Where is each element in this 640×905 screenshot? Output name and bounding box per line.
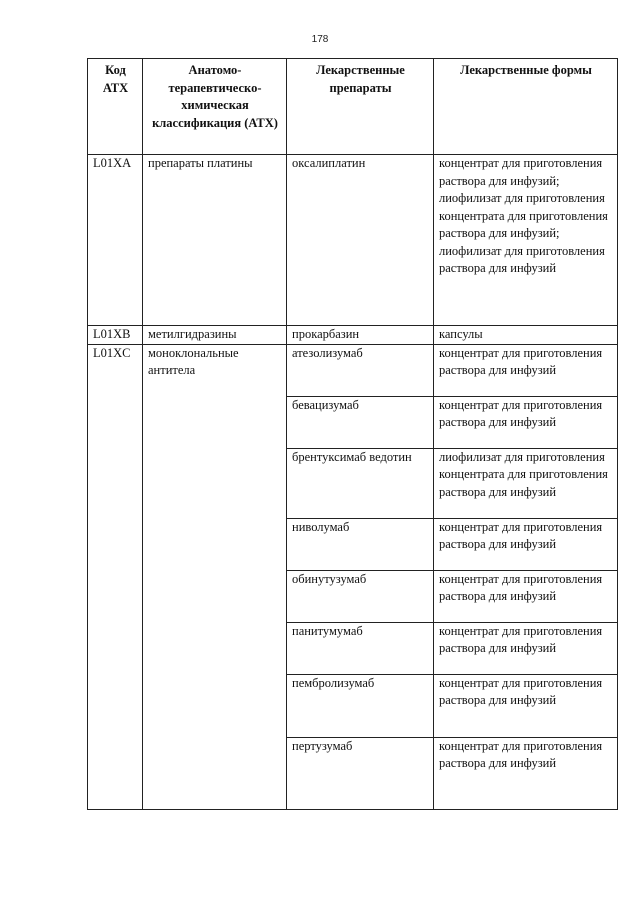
forms-cell: концентрат для приготовления раствора для инфузий xyxy=(434,518,618,570)
page-number: 178 xyxy=(311,34,329,45)
header-classification: Анатомо-терапевтическо-химическая классификация (АТХ) xyxy=(143,59,287,155)
classification-cell: препараты платины xyxy=(143,155,287,326)
atx-code-cell: L01XB xyxy=(88,326,143,345)
atx-table xyxy=(87,58,618,810)
atx-code-cell: L01XC xyxy=(88,344,143,809)
forms-cell: лиофилизат для приготовления концентрата для приготовления раствора для инфузий xyxy=(434,448,618,518)
drug-cell: брентуксимаб ведотин xyxy=(287,448,434,518)
header-forms: Лекарственные формы xyxy=(434,59,618,155)
drug-cell: бевацизумаб xyxy=(287,396,434,448)
drug-cell: атезолизумаб xyxy=(287,344,434,396)
header-drugs: Лекарственные препараты xyxy=(287,59,434,155)
classification-cell: моноклональные антитела xyxy=(143,344,287,809)
drug-cell: панитумумаб xyxy=(287,622,434,674)
classification-cell: метилгидразины xyxy=(143,326,287,345)
drug-cell: прокарбазин xyxy=(287,326,434,345)
atx-code-cell: L01XA xyxy=(88,155,143,326)
drug-cell: пембролизумаб xyxy=(287,674,434,737)
drug-cell: пертузумаб xyxy=(287,737,434,809)
forms-cell: концентрат для приготовления раствора для инфузий xyxy=(434,737,618,809)
table-row xyxy=(88,326,618,345)
table-row xyxy=(88,344,618,396)
forms-cell: капсулы xyxy=(434,326,618,345)
forms-cell: концентрат для приготовления раствора для инфузий xyxy=(434,674,618,737)
drug-cell: ниволумаб xyxy=(287,518,434,570)
forms-cell: концентрат для приготовления раствора для инфузий xyxy=(434,396,618,448)
forms-cell: концентрат для приготовления раствора для инфузий xyxy=(434,622,618,674)
table-header-row xyxy=(88,59,618,155)
table-row xyxy=(88,155,618,326)
forms-cell: концентрат для приготовления раствора для инфузий xyxy=(434,570,618,622)
forms-cell: концентрат для приготовления раствора для инфузий xyxy=(434,344,618,396)
drug-cell: обинутузумаб xyxy=(287,570,434,622)
forms-cell: концентрат для приготовления раствора для инфузий; лиофилизат для приготовления концентрата для приготовления раствора для инфузий; лиофилизат для приготовления раствора для инфузий xyxy=(434,155,618,326)
header-code: Код АТХ xyxy=(88,59,143,155)
drug-cell: оксалиплатин xyxy=(287,155,434,326)
